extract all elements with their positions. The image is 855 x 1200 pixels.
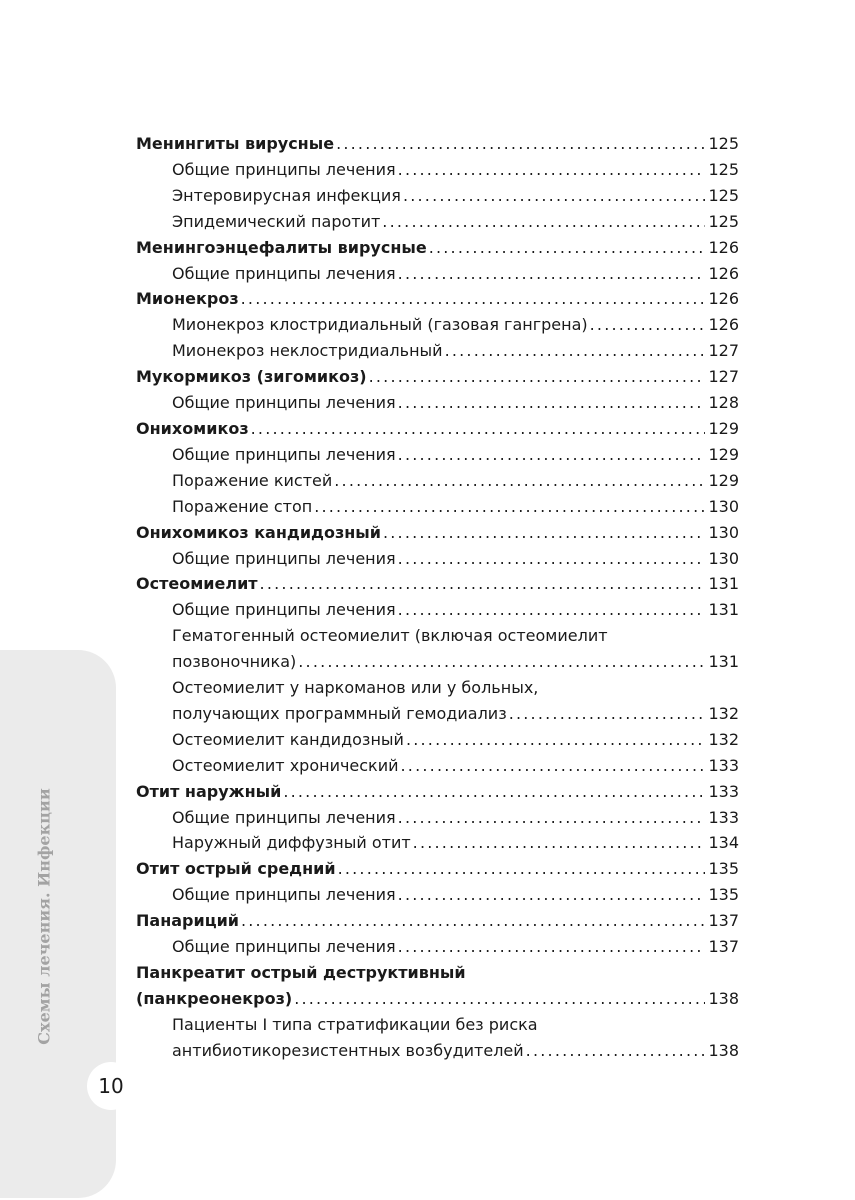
toc-entry-row: [172, 753, 739, 779]
dot-leader: [260, 571, 706, 597]
toc-entry-page: 130: [708, 522, 739, 542]
toc-subentry[interactable]: [136, 727, 739, 753]
toc-entry-row: [172, 934, 739, 960]
table-of-contents: [136, 131, 739, 1064]
toc-entry-row: [172, 597, 739, 623]
toc-entry-row: [172, 830, 739, 856]
dot-leader: [403, 183, 706, 209]
dot-leader: [398, 390, 706, 416]
toc-entry-title: Отит наружный: [136, 781, 282, 801]
toc-entry-row: [136, 286, 739, 312]
dot-leader: [406, 727, 706, 753]
dot-leader: [338, 856, 706, 882]
toc-entry-title-line1: Остеомиелит у наркоманов или у больных,: [172, 678, 539, 698]
dot-leader: [294, 986, 705, 1012]
dot-leader: [445, 338, 706, 364]
toc-entry-title: Поражение кистей: [172, 470, 333, 490]
toc-entry-page: 131: [708, 574, 739, 594]
toc-entry-page: 132: [708, 703, 739, 723]
toc-entry-title: Общие принципы лечения: [172, 885, 396, 905]
dot-leader: [413, 830, 706, 856]
toc-entry-page: 132: [708, 729, 739, 749]
toc-section-entry[interactable]: [136, 571, 739, 597]
toc-entry-title: Общие принципы лечения: [172, 807, 396, 827]
dot-leader: [398, 805, 706, 831]
toc-entry-row: [136, 364, 739, 390]
toc-subentry[interactable]: [136, 623, 739, 675]
toc-entry-page: 131: [708, 600, 739, 620]
toc-entry-row: [172, 649, 739, 675]
toc-entry-row: [172, 183, 739, 209]
toc-entry-row: [136, 856, 739, 882]
toc-subentry[interactable]: [136, 312, 739, 338]
toc-entry-page: 135: [708, 859, 739, 879]
toc-entry-row: [172, 701, 739, 727]
toc-entry-title: Общие принципы лечения: [172, 548, 396, 568]
toc-entry-row: [172, 546, 739, 572]
toc-subentry[interactable]: [136, 830, 739, 856]
toc-entry-page: 127: [708, 341, 739, 361]
toc-entry-row: [136, 520, 739, 546]
toc-subentry[interactable]: [136, 882, 739, 908]
toc-subentry[interactable]: [136, 468, 739, 494]
toc-subentry[interactable]: [136, 675, 739, 727]
toc-subentry[interactable]: [136, 338, 739, 364]
toc-entry-page: 125: [708, 211, 739, 231]
toc-entry-page: 130: [708, 496, 739, 516]
toc-entry-title: Онихомикоз кандидозный: [136, 522, 381, 542]
toc-entry-title: Общие принципы лечения: [172, 444, 396, 464]
toc-entry-title: Общие принципы лечения: [172, 159, 396, 179]
toc-entry-title: (панкреонекроз): [136, 988, 293, 1008]
toc-section-entry[interactable]: [136, 131, 739, 157]
toc-subentry[interactable]: [136, 261, 739, 287]
toc-entry-row: [172, 805, 739, 831]
dot-leader: [383, 520, 705, 546]
running-title-container: [26, 789, 62, 1044]
toc-entry-page: 125: [708, 134, 739, 153]
toc-entry-title: Общие принципы лечения: [172, 263, 396, 283]
toc-section-entry[interactable]: [136, 286, 739, 312]
dot-leader: [241, 286, 706, 312]
toc-entry-title: позвоночника): [172, 652, 297, 672]
toc-entry-row: [172, 261, 739, 287]
toc-entry-row: [136, 131, 739, 157]
dot-leader: [590, 312, 706, 338]
toc-entry-row: [172, 494, 739, 520]
toc-entry-page: 138: [708, 988, 739, 1008]
toc-entry-title: Остеомиелит хронический: [172, 755, 399, 775]
toc-entry-page: 126: [708, 315, 739, 335]
toc-entry-title: Остеомиелит: [136, 574, 258, 594]
toc-subentry[interactable]: [136, 1012, 739, 1064]
toc-entry-title: Онихомикоз: [136, 418, 249, 438]
dot-leader: [298, 649, 705, 675]
toc-entry-page: 138: [708, 1040, 739, 1060]
toc-entry-page: 137: [708, 937, 739, 957]
dot-leader: [398, 934, 706, 960]
dot-leader: [283, 779, 705, 805]
toc-subentry[interactable]: [136, 597, 739, 623]
dot-leader: [251, 416, 706, 442]
toc-entry-title: Менингиты вирусные: [136, 134, 335, 153]
toc-subentry[interactable]: [136, 934, 739, 960]
toc-entry-page: 126: [708, 263, 739, 283]
dot-leader: [398, 882, 706, 908]
toc-entry-page: 125: [708, 159, 739, 179]
toc-subentry[interactable]: [136, 753, 739, 779]
toc-entry-page: 129: [708, 470, 739, 490]
toc-entry-title: Панариций: [136, 911, 239, 931]
toc-entry-page: 133: [708, 755, 739, 775]
dot-leader: [398, 442, 706, 468]
toc-entry-page: 129: [708, 418, 739, 438]
toc-entry-title: Мионекроз неклостридиальный: [172, 341, 443, 361]
toc-entry-page: 135: [708, 885, 739, 905]
toc-entry-page: 127: [708, 367, 739, 387]
toc-entry-row: [172, 390, 739, 416]
dot-leader: [334, 468, 705, 494]
dot-leader: [398, 261, 706, 287]
toc-entry-page: 133: [708, 781, 739, 801]
toc-section-entry[interactable]: [136, 235, 739, 261]
toc-entry-title-line1: Панкреатит острый деструктивный: [136, 963, 466, 982]
toc-entry-row: [136, 986, 739, 1012]
toc-entry-title: Эпидемический паротит: [172, 211, 381, 231]
toc-entry-page: 130: [708, 548, 739, 568]
toc-section-entry[interactable]: [136, 779, 739, 805]
toc-entry-title: Общие принципы лечения: [172, 937, 396, 957]
toc-entry-title: получающих программный гемодиализ: [172, 703, 507, 723]
toc-entry-row: [172, 882, 739, 908]
toc-subentry[interactable]: [136, 805, 739, 831]
toc-entry-title: Общие принципы лечения: [172, 393, 396, 413]
toc-entry-page: 126: [708, 237, 739, 257]
dot-leader: [398, 597, 706, 623]
toc-section-entry[interactable]: [136, 908, 739, 934]
toc-entry-page: 133: [708, 807, 739, 827]
toc-entry-row: [172, 338, 739, 364]
toc-entry-title: Энтеровирусная инфекция: [172, 185, 401, 205]
toc-entry-row: [136, 416, 739, 442]
dot-leader: [382, 209, 705, 235]
dot-leader: [314, 494, 705, 520]
toc-entry-title: Менингоэнцефалиты вирусные: [136, 237, 427, 257]
toc-entry-title: Отит острый средний: [136, 859, 336, 879]
dot-leader: [336, 131, 705, 157]
toc-entry-title: Наружный диффузный отит: [172, 833, 411, 853]
dot-leader: [509, 701, 706, 727]
toc-entry-row: [136, 779, 739, 805]
toc-subentry[interactable]: [136, 442, 739, 468]
toc-entry-row: [136, 235, 739, 261]
toc-entry-page: 126: [708, 289, 739, 309]
dot-leader: [401, 753, 706, 779]
toc-entry-row: [172, 442, 739, 468]
toc-entry-row: [136, 571, 739, 597]
toc-subentry[interactable]: [136, 157, 739, 183]
page-number: 10: [87, 1062, 135, 1110]
toc-entry-row: [172, 1038, 739, 1064]
dot-leader: [429, 235, 706, 261]
toc-subentry[interactable]: [136, 390, 739, 416]
toc-entry-title: Мионекроз клостридиальный (газовая гангрена): [172, 315, 588, 335]
toc-subentry[interactable]: [136, 494, 739, 520]
toc-entry-page: 128: [708, 393, 739, 413]
toc-subentry[interactable]: [136, 209, 739, 235]
toc-entry-row: [172, 312, 739, 338]
toc-section-entry[interactable]: [136, 364, 739, 390]
toc-entry-title-line1: Гематогенный остеомиелит (включая остеомиелит: [172, 626, 608, 646]
toc-entry-row: [172, 157, 739, 183]
toc-entry-row: [172, 209, 739, 235]
toc-entry-title: Остеомиелит кандидозный: [172, 729, 404, 749]
toc-entry-page: 137: [708, 911, 739, 931]
dot-leader: [369, 364, 706, 390]
toc-entry-row: [172, 468, 739, 494]
toc-section-entry[interactable]: [136, 520, 739, 546]
toc-section-entry[interactable]: [136, 960, 739, 1012]
toc-entry-page: 134: [708, 833, 739, 853]
toc-entry-title: Мионекроз: [136, 289, 239, 309]
dot-leader: [526, 1038, 706, 1064]
toc-subentry[interactable]: [136, 546, 739, 572]
toc-section-entry[interactable]: [136, 416, 739, 442]
toc-entry-title: Поражение стоп: [172, 496, 313, 516]
toc-subentry[interactable]: [136, 183, 739, 209]
running-title: Схемы лечения. Инфекции: [34, 788, 54, 1045]
dot-leader: [241, 908, 705, 934]
toc-section-entry[interactable]: [136, 856, 739, 882]
toc-entry-title: Общие принципы лечения: [172, 600, 396, 620]
toc-entry-row: [136, 908, 739, 934]
toc-entry-title: антибиотикорезистентных возбудителей: [172, 1040, 524, 1060]
toc-entry-page: 129: [708, 444, 739, 464]
toc-entry-title: Мукормикоз (зигомикоз): [136, 367, 367, 387]
dot-leader: [398, 157, 706, 183]
toc-entry-row: [172, 727, 739, 753]
toc-entry-page: 131: [708, 652, 739, 672]
toc-entry-title-line1: Пациенты I типа стратификации без риска: [172, 1014, 538, 1034]
toc-entry-page: 125: [708, 185, 739, 205]
dot-leader: [398, 546, 706, 572]
